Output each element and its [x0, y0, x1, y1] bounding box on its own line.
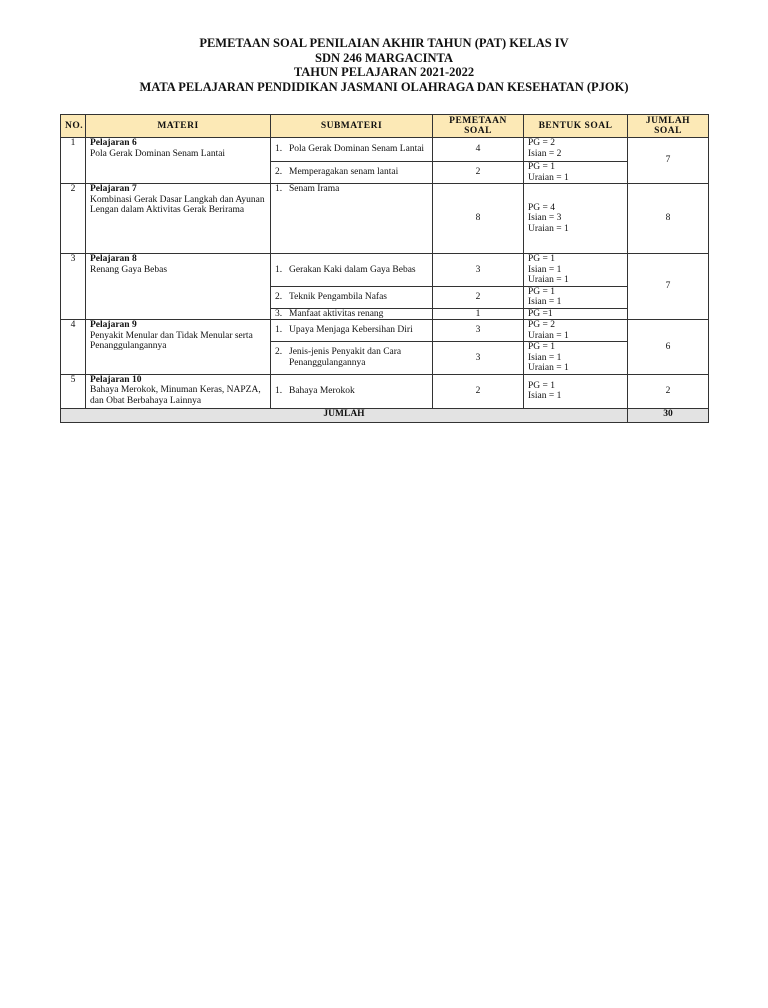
jumlah-cell: 8	[628, 184, 709, 254]
materi-cell: Pelajaran 6 Pola Gerak Dominan Senam Lantai	[86, 138, 271, 184]
submateri-cell: 1. Senam Irama	[271, 184, 433, 254]
row-number: 2	[61, 184, 86, 254]
bentuk-cell: PG = 1 Isian = 1 Uraian = 1	[524, 342, 628, 375]
submateri-cell: 1. Gerakan Kaki dalam Gaya Bebas	[271, 254, 433, 287]
pemetaan-cell: 2	[433, 162, 524, 184]
pemetaan-cell: 1	[433, 308, 524, 320]
bentuk-cell: PG = 1 Isian = 1	[524, 286, 628, 308]
materi-cell: Pelajaran 8 Renang Gaya Bebas	[86, 254, 271, 320]
submateri-cell: 3. Manfaat aktivitas renang	[271, 308, 433, 320]
title-line-4: MATA PELAJARAN PENDIDIKAN JASMANI OLAHRAGA DAN KESEHATAN (PJOK)	[139, 79, 629, 94]
bentuk-cell: PG = 2 Isian = 2	[524, 138, 628, 162]
pemetaan-cell: 4	[433, 138, 524, 162]
bentuk-cell: PG = 2 Uraian = 1	[524, 320, 628, 342]
materi-cell: Pelajaran 9 Penyakit Menular dan Tidak Menular serta Penanggulangannya	[86, 320, 271, 375]
col-header-pemetaan: PEMETAAN SOAL	[433, 115, 524, 138]
table-row	[61, 374, 709, 408]
jumlah-cell: 6	[628, 320, 709, 375]
table-header-row	[61, 115, 709, 138]
jumlah-cell: 7	[628, 138, 709, 184]
col-header-no: NO.	[61, 115, 86, 138]
table-row	[61, 184, 709, 254]
submateri-cell: 2. Teknik Pengambila Nafas	[271, 286, 433, 308]
jumlah-cell: 2	[628, 374, 709, 408]
title-line-2: SDN 246 MARGACINTA	[315, 50, 453, 65]
col-header-bentuk: BENTUK SOAL	[524, 115, 628, 138]
submateri-cell: 1. Pola Gerak Dominan Senam Lantai	[271, 138, 433, 162]
col-header-jumlah: JUMLAH SOAL	[628, 115, 709, 138]
submateri-cell: 2. Memperagakan senam lantai	[271, 162, 433, 184]
row-number: 3	[61, 254, 86, 320]
bentuk-cell: PG =1	[524, 308, 628, 320]
bentuk-cell: PG = 1 Isian = 1 Uraian = 1	[524, 254, 628, 287]
bentuk-cell: PG = 1 Isian = 1	[524, 374, 628, 408]
row-number: 1	[61, 138, 86, 184]
table-row	[61, 320, 709, 342]
pemetaan-cell: 2	[433, 374, 524, 408]
title-line-3: TAHUN PELAJARAN 2021-2022	[293, 65, 475, 79]
pemetaan-cell: 3	[433, 254, 524, 287]
pemetaan-cell: 2	[433, 286, 524, 308]
materi-cell: Pelajaran 7 Kombinasi Gerak Dasar Langkah dan Ayunan Lengan dalam Aktivitas Gerak Berirama	[86, 184, 271, 254]
materi-cell: Pelajaran 10 Bahaya Merokok, Minuman Keras, NAPZA, dan Obat Berbahaya Lainnya	[86, 374, 271, 408]
pemetaan-cell: 3	[433, 320, 524, 342]
total-label: JUMLAH	[61, 408, 628, 422]
submateri-cell: 2. Jenis-jenis Penyakit dan Cara Penanggulangannya	[271, 342, 433, 375]
submateri-cell: 1. Upaya Menjaga Kebersihan Diri	[271, 320, 433, 342]
col-header-submateri: SUBMATERI	[271, 115, 433, 138]
bentuk-cell: PG = 4 Isian = 3 Uraian = 1	[524, 184, 628, 254]
row-number: 5	[61, 374, 86, 408]
table-row	[61, 138, 709, 162]
table-row	[61, 254, 709, 287]
mapping-table	[60, 114, 709, 423]
total-row	[61, 408, 709, 422]
bentuk-cell: PG = 1 Uraian = 1	[524, 162, 628, 184]
total-value: 30	[628, 408, 709, 422]
title-line-1: PEMETAAN SOAL PENILAIAN AKHIR TAHUN (PAT) KELAS IV	[199, 36, 569, 50]
document-title-block	[0, 36, 768, 94]
pemetaan-cell: 8	[433, 184, 524, 254]
submateri-cell: 1. Bahaya Merokok	[271, 374, 433, 408]
col-header-materi: MATERI	[86, 115, 271, 138]
row-number: 4	[61, 320, 86, 375]
pemetaan-cell: 3	[433, 342, 524, 375]
jumlah-cell: 7	[628, 254, 709, 320]
